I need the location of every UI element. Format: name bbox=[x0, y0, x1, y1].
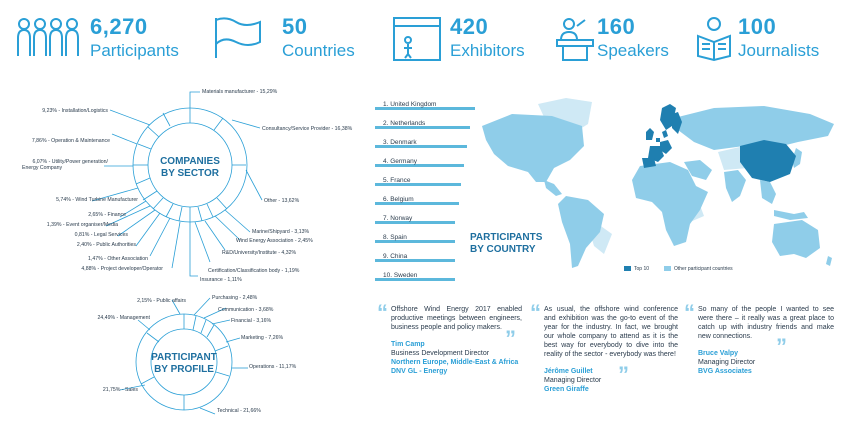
quote-text: Offshore Wind Energy 2017 enabled productive meetings between engineers, business people and policy makers. bbox=[391, 306, 522, 331]
label-marketing: Marketing - 7,26% bbox=[241, 335, 284, 341]
label-finance: 2,65% - Finance bbox=[88, 212, 126, 218]
list-item: 9. China bbox=[375, 252, 455, 262]
quote-role: Managing Director bbox=[698, 359, 756, 366]
label-om: 7,86% - Operation & Maintenance bbox=[31, 138, 110, 144]
quote-name: Tim Camp bbox=[391, 341, 425, 348]
close-quote-icon: ” bbox=[776, 334, 787, 359]
label-marine: Marine/Shipyard - 3,13% bbox=[252, 229, 310, 235]
label-operations: Operations - 11,17% bbox=[249, 364, 297, 370]
participants-label: Participants bbox=[90, 41, 179, 60]
quote-role: Managing Director bbox=[544, 377, 602, 384]
stat-countries bbox=[210, 12, 360, 62]
label-event: 1,39% - Event organiser/Media bbox=[46, 222, 118, 228]
label-rd: R&D/University/Institute - 4,32% bbox=[222, 250, 297, 256]
stat-exhibitors bbox=[392, 12, 532, 62]
label-legal: 0,81% - Legal Services bbox=[74, 232, 128, 238]
legend-other: Other participant countries bbox=[664, 266, 733, 272]
exhibition-booth-icon bbox=[392, 16, 442, 62]
label-sales: 21,75% - Sales bbox=[102, 387, 138, 393]
people-group-icon bbox=[16, 16, 80, 60]
quote-name: Bruce Valpy bbox=[698, 350, 739, 357]
open-quote-icon: “ bbox=[530, 300, 541, 325]
stat-journalists bbox=[694, 12, 839, 62]
speakers-label: Speakers bbox=[597, 41, 669, 60]
list-item: 6. Belgium bbox=[375, 195, 455, 205]
label-financial: Financial - 3,16% bbox=[231, 318, 272, 324]
quote-company: Northern Europe, Middle-East & Africa bbox=[391, 359, 519, 366]
list-item: 5. France bbox=[375, 176, 455, 186]
quote-company: BVG Associates bbox=[698, 368, 752, 375]
journalists-number: 100 bbox=[738, 14, 777, 39]
exhibitors-label: Exhibitors bbox=[450, 41, 525, 60]
close-quote-icon: ” bbox=[618, 362, 629, 387]
reading-journalist-icon bbox=[694, 16, 734, 62]
speaker-podium-icon bbox=[553, 16, 597, 62]
label-public-auth: 2,40% - Public Authorities bbox=[76, 242, 136, 248]
journalists-label: Journalists bbox=[738, 41, 820, 60]
countries-label: Countries bbox=[282, 41, 355, 60]
list-item: 4. Germany bbox=[375, 157, 455, 167]
open-quote-icon: “ bbox=[684, 300, 695, 325]
quote-company: DNV GL - Energy bbox=[391, 368, 448, 375]
companies-chart-title: COMPANIES BY SECTOR bbox=[160, 156, 220, 179]
label-communication: Communication - 3,68% bbox=[218, 307, 274, 313]
stat-participants bbox=[16, 12, 186, 62]
participants-number: 6,270 bbox=[90, 14, 148, 39]
label-utility-a: 6,07% - Utility/Power generation/ bbox=[32, 159, 108, 165]
quote-text: As usual, the offshore wind conference and exhibition was the go-to event of the year for the industry. In fact, we brought our whole company to attend as it is the best way for everybody to dive into the reality of the sector - everybody was there! bbox=[544, 306, 678, 358]
label-public-affairs: 2,15% - Public affairs bbox=[137, 298, 186, 304]
flag-icon bbox=[210, 16, 266, 60]
label-purchasing: Purchasing - 2,48% bbox=[212, 295, 258, 301]
label-installation: 9,23% - Installation/Logistics bbox=[42, 108, 108, 114]
list-item: 3. Denmark bbox=[375, 138, 455, 148]
label-cert: Certification/Classification body - 1,19% bbox=[208, 268, 300, 274]
label-turbine: 5,74% - Wind Turbine Manufacturer bbox=[56, 197, 138, 203]
label-other-assoc: 1,47% - Other Association bbox=[88, 256, 148, 262]
label-other: Other - 13,62% bbox=[264, 198, 300, 204]
label-utility-b: Energy Company bbox=[22, 165, 63, 171]
legend-top10: Top 10 bbox=[624, 266, 649, 272]
list-item: 2. Netherlands bbox=[375, 119, 455, 129]
label-technical: Technical - 21,66% bbox=[217, 408, 261, 414]
list-item: 1. United Kingdom bbox=[375, 100, 455, 110]
stat-speakers bbox=[553, 12, 693, 62]
label-consultancy: Consultancy/Service Provider - 16,38% bbox=[262, 126, 353, 132]
quote-text: So many of the people I wanted to see were there – it really was a great place to catch up with industry friends and make new connections. bbox=[698, 306, 834, 340]
legend-other-swatch bbox=[664, 266, 671, 271]
map-title: PARTICIPANTS BY COUNTRY bbox=[470, 232, 543, 255]
quote-name: Jérôme Guillet bbox=[544, 368, 593, 375]
label-project-dev: 4,88% - Project developer/Operator bbox=[81, 266, 163, 272]
label-wind-assoc: Wind Energy Association - 2,45% bbox=[236, 238, 313, 244]
quote-jerome-guillet bbox=[530, 300, 678, 394]
quote-company: Green Giraffe bbox=[544, 386, 589, 393]
quote-tim-camp bbox=[377, 300, 522, 376]
list-item: 7. Norway bbox=[375, 214, 455, 224]
quote-role: Business Development Director bbox=[391, 350, 490, 357]
label-management: 24,49% - Management bbox=[97, 315, 150, 321]
exhibitors-number: 420 bbox=[450, 14, 489, 39]
open-quote-icon: “ bbox=[377, 300, 388, 325]
label-materials: Materials manufacturer - 15,29% bbox=[202, 89, 278, 95]
legend-top10-swatch bbox=[624, 266, 631, 271]
list-item: 8. Spain bbox=[375, 233, 455, 243]
quote-bruce-valpy bbox=[684, 300, 834, 376]
countries-number: 50 bbox=[282, 14, 308, 39]
close-quote-icon: ” bbox=[505, 326, 516, 351]
speakers-number: 160 bbox=[597, 14, 636, 39]
list-item: 10. Sweden bbox=[375, 271, 455, 281]
profile-chart-title: PARTICIPANT BY PROFILE bbox=[151, 352, 217, 375]
label-insurance: Insurance - 1,11% bbox=[200, 277, 242, 283]
